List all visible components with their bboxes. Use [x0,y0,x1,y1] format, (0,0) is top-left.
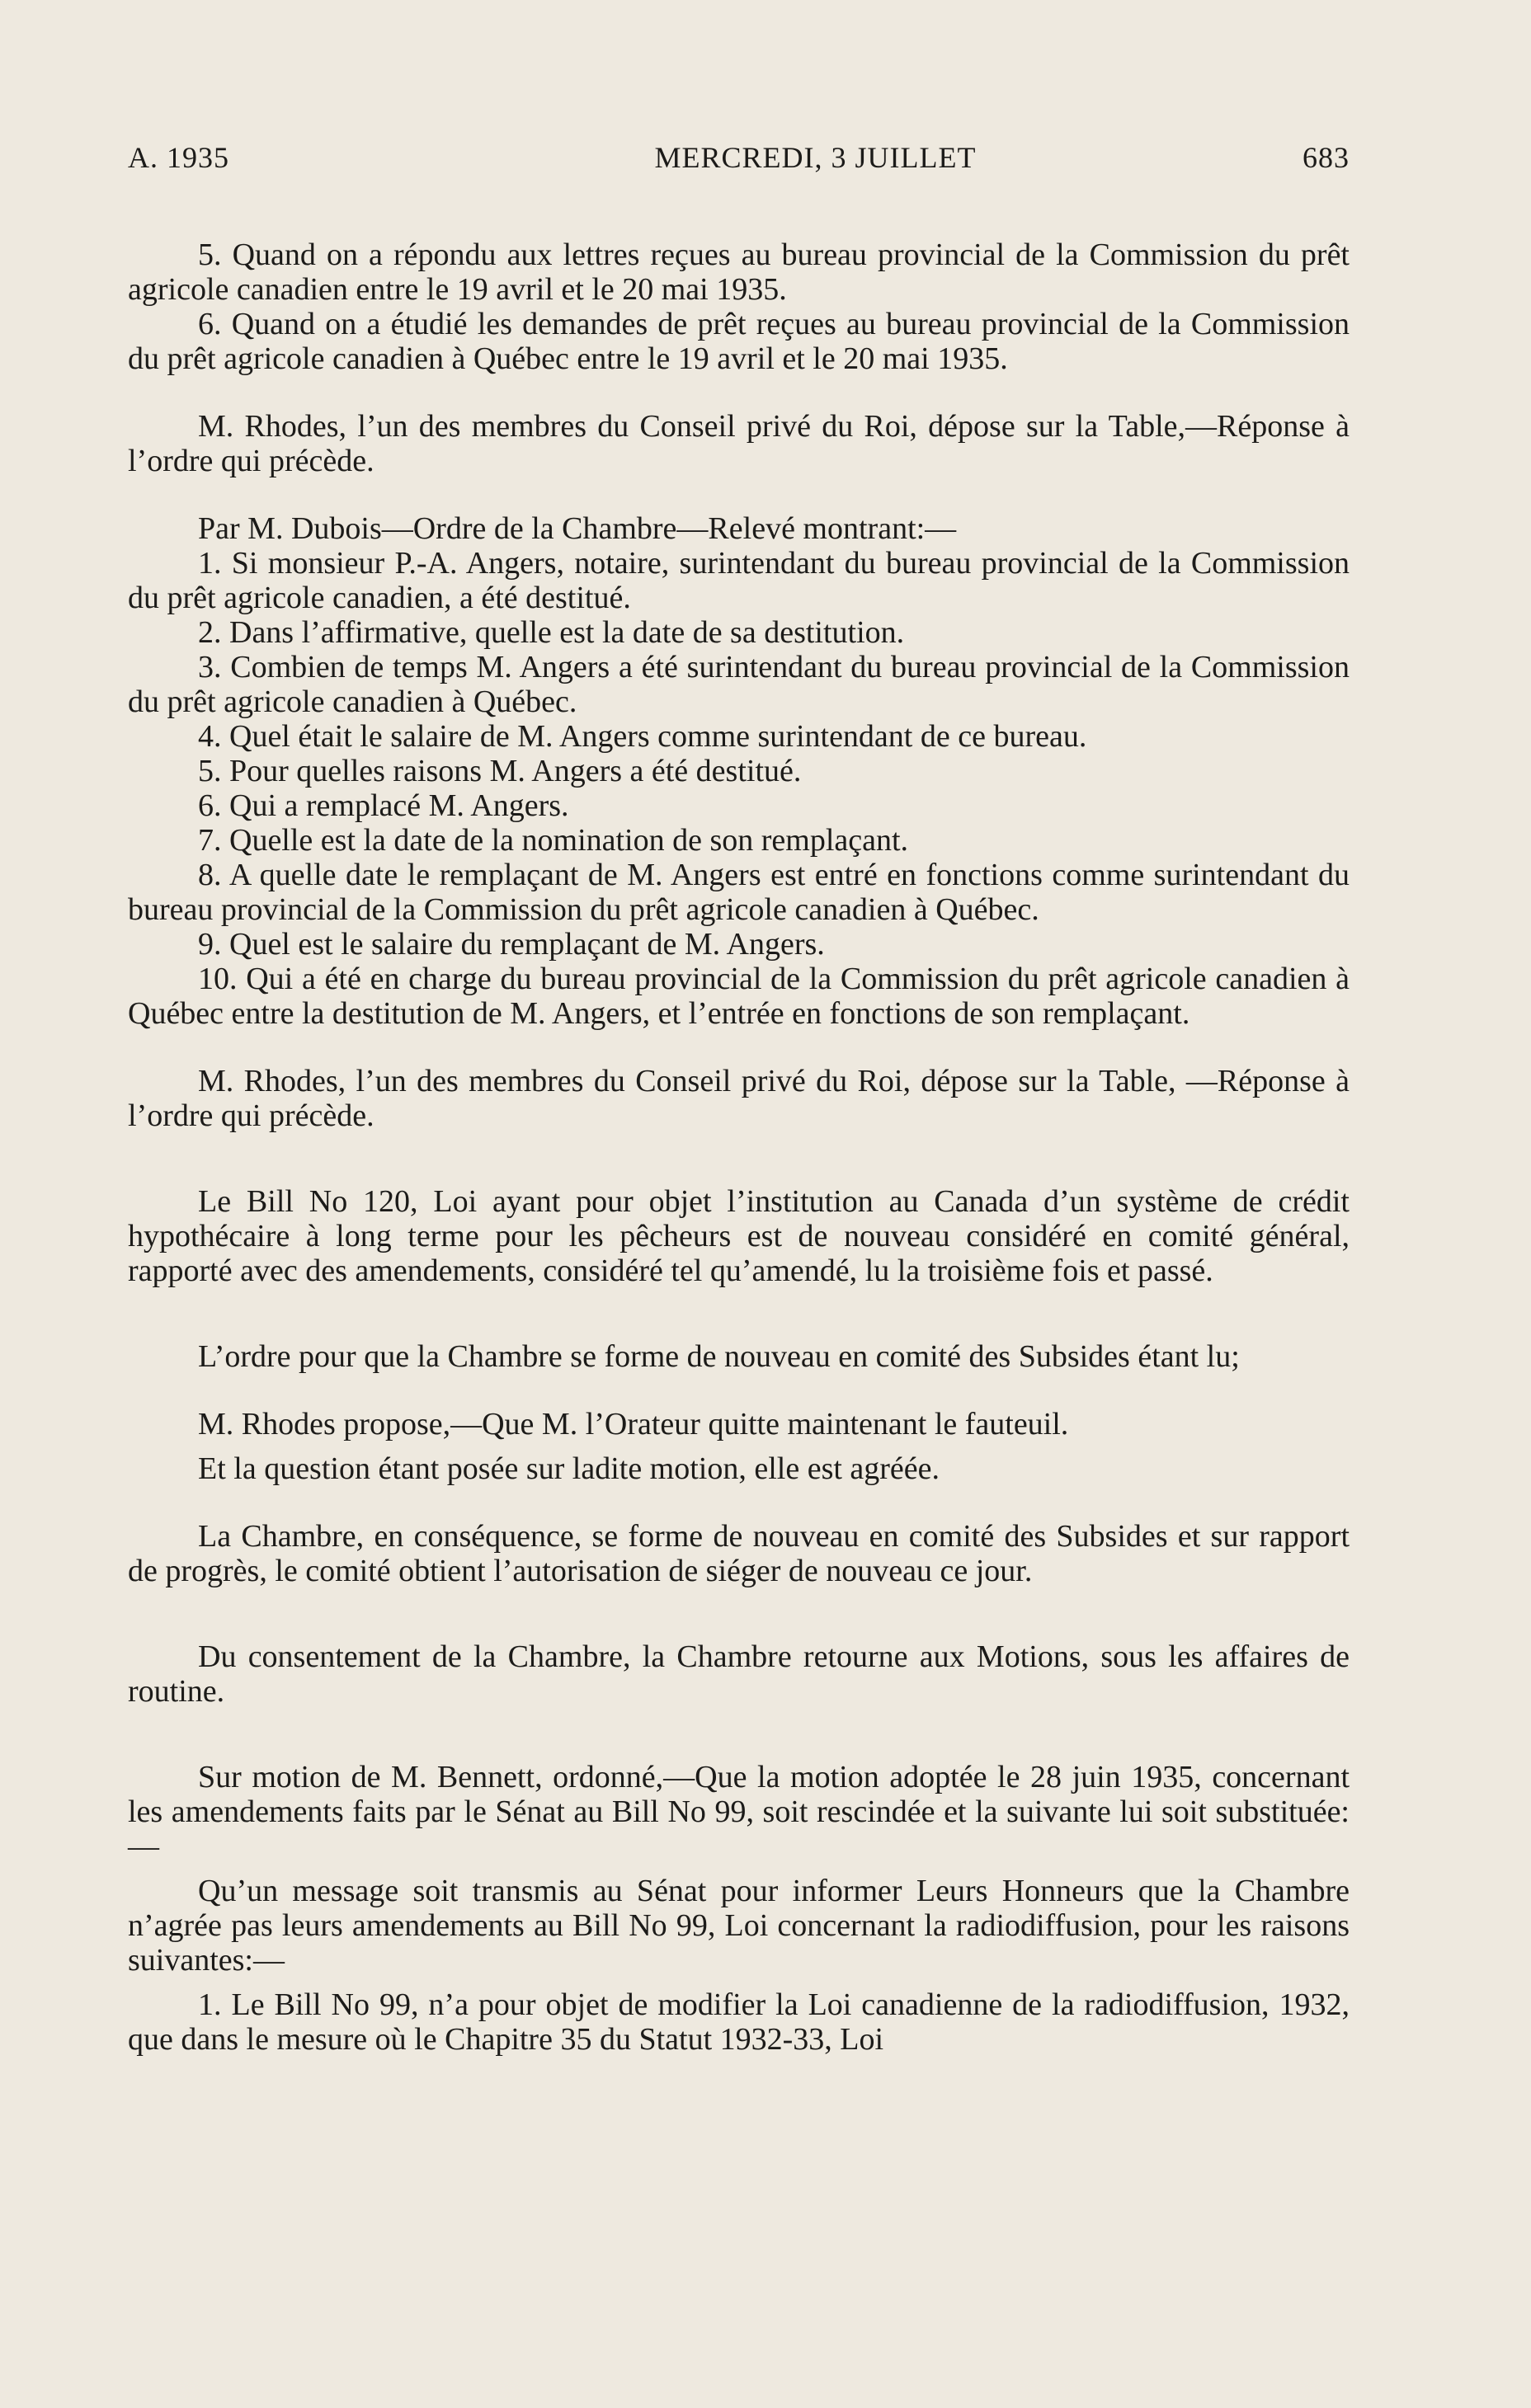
paragraph-reason-1: 1. Le Bill No 99, n’a pour objet de modifier la Loi canadienne de la radiodiffusion, 1932, que dans le mesure où le Chapitre 35 du Statut 1932-33, Loi [128,1987,1350,2057]
paragraph-dubois-order: Par M. Dubois—Ordre de la Chambre—Relevé montrant:— [198,511,957,546]
question-item: 5. Quand on a répondu aux lettres reçues au bureau provincial de la Commission du prêt agricole canadien entre le 19 avril et le 20 mai 1935. [128,238,1350,307]
paragraph-question-agreed: Et la question étant posée sur ladite motion, elle est agréée. [198,1451,940,1486]
question-item: 10. Qui a été en charge du bureau provincial de la Commission du prêt agricole canadien à Québec entre la destitution de M. Angers, et l’entrée en fonctions de son remplaçant. [128,962,1350,1031]
paragraph-rhodes-propose: M. Rhodes propose,—Que M. l’Orateur quitte maintenant le fauteuil. [198,1407,1069,1442]
paragraph-rhodes-reply: M. Rhodes, l’un des membres du Conseil privé du Roi, dépose sur la Table, —Réponse à l’ordre qui précède. [128,1064,1350,1133]
question-item: 8. A quelle date le remplaçant de M. Angers est entré en fonctions comme surintendant du bureau provincial de la Commission du prêt agricole canadien à Québec. [128,858,1350,927]
question-item: 3. Combien de temps M. Angers a été surintendant du bureau provincial de la Commission du prêt agricole canadien à Québec. [128,650,1350,719]
paragraph-rhodes-reply: M. Rhodes, l’un des membres du Conseil privé du Roi, dépose sur la Table,—Réponse à l’ordre qui précède. [128,409,1350,478]
question-item: 6. Quand on a étudié les demandes de prêt reçues au bureau provincial de la Commission du prêt agricole canadien à Québec entre le 19 avril et le 20 mai 1935. [128,307,1350,376]
paragraph-consent: Du consentement de la Chambre, la Chambre retourne aux Motions, sous les affaires de routine. [128,1639,1350,1709]
paragraph-bill-120: Le Bill No 120, Loi ayant pour objet l’institution au Canada d’un système de crédit hypothécaire à long terme pour les pêcheurs est de nouveau considéré en comité général, rapporté avec des amendements, considéré tel qu’amendé, lu la troisième fois et passé. [128,1184,1350,1288]
question-item: 7. Quelle est la date de la nomination de son remplaçant. [198,823,909,858]
question-item: 4. Quel était le salaire de M. Angers comme surintendant de ce bureau. [198,719,1087,754]
question-item: 5. Pour quelles raisons M. Angers a été destitué. [198,754,802,788]
question-item: 6. Qui a remplacé M. Angers. [198,788,569,823]
question-item: 1. Si monsieur P.-A. Angers, notaire, surintendant du bureau provincial de la Commission du prêt agricole canadien, a été destitué. [128,546,1350,615]
paragraph-bennett-motion: Sur motion de M. Bennett, ordonné,—Que la motion adoptée le 28 juin 1935, concernant les amendements faits par le Sénat au Bill No 99, soit rescindée et la suivante lui soit substituée:— [128,1760,1350,1864]
page-number: 683 [1303,141,1350,174]
paragraph-senate-message: Qu’un message soit transmis au Sénat pour informer Leurs Honneurs que la Chambre n’agrée pas leurs amendements au Bill No 99, Loi concernant la radiodiffusion, pour les raisons suivantes:— [128,1874,1350,1978]
question-item: 2. Dans l’affirmative, quelle est la date de sa destitution. [198,615,905,650]
date-heading: MERCREDI, 3 JUILLET [654,141,977,174]
paragraph-committee: La Chambre, en conséquence, se forme de nouveau en comité des Subsides et sur rapport de progrès, le comité obtient l’autorisation de siéger de nouveau ce jour. [128,1519,1350,1588]
paragraph-order-subsides: L’ordre pour que la Chambre se forme de nouveau en comité des Subsides étant lu; [198,1339,1240,1374]
session-year: A. 1935 [128,141,229,174]
running-header [128,140,1350,190]
journal-body [128,238,1350,2057]
question-item: 9. Quel est le salaire du remplaçant de M. Angers. [198,927,825,962]
